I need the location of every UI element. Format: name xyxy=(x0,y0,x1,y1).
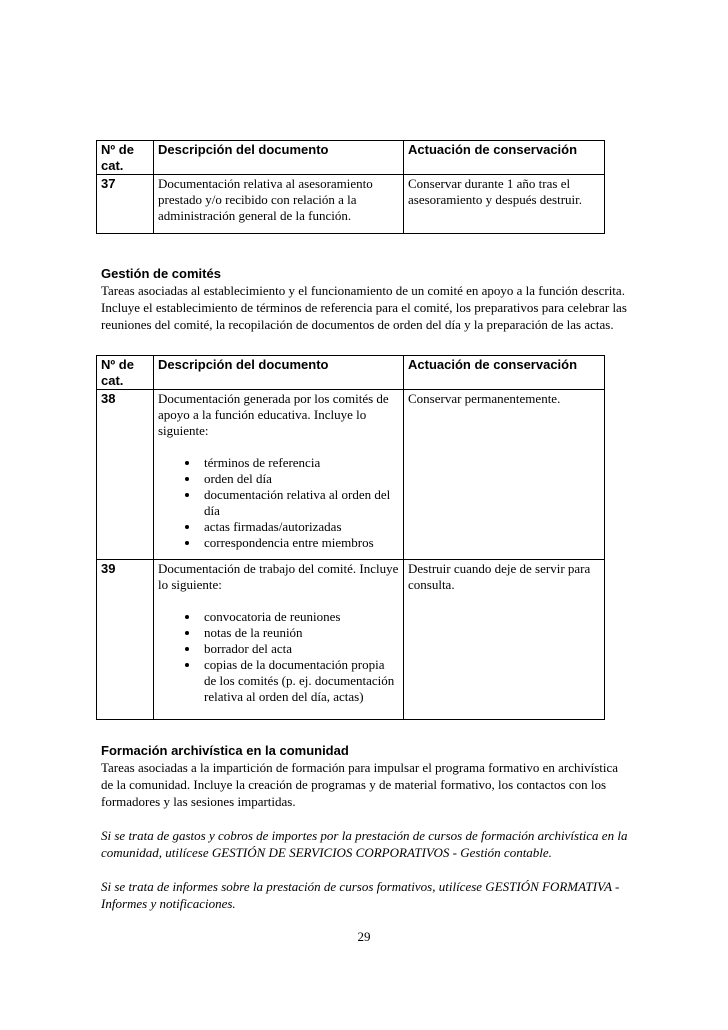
row-description-text: Documentación de trabajo del comité. Incluye lo siguiente: xyxy=(158,561,399,592)
row-num: 37 xyxy=(97,175,154,234)
retention-table-2 xyxy=(96,355,605,720)
list-item: • orden del día xyxy=(200,471,399,487)
row-description xyxy=(154,560,404,720)
list-item: • términos de referencia xyxy=(200,455,399,471)
section-committees xyxy=(101,265,631,333)
list-item: • documentación relativa al orden del día xyxy=(200,487,399,519)
row-action: Conservar durante 1 año tras el asesoramiento y después destruir. xyxy=(404,175,605,234)
section-heading: Formación archivística en la comunidad xyxy=(101,743,349,758)
header-num: Nº de cat. xyxy=(97,141,154,175)
cross-reference-note: Si se trata de gastos y cobros de importes por la prestación de cursos de formación archivística en la comunidad, utilícese GESTIÓN DE SERVICIOS CORPORATIVOS - Gestión contable. xyxy=(101,828,628,860)
header-action: Actuación de conservación xyxy=(404,356,605,390)
section-archival-training xyxy=(101,742,631,912)
header-action: Actuación de conservación xyxy=(404,141,605,175)
list-item: • correspondencia entre miembros xyxy=(200,535,399,551)
row-description: Documentación relativa al asesoramiento prestado y/o recibido con relación a la administración general de la función. xyxy=(154,175,404,234)
row-num: 38 xyxy=(97,390,154,560)
list-item: • actas firmadas/autorizadas xyxy=(200,519,399,535)
section-heading: Gestión de comités xyxy=(101,266,221,281)
list-item: • notas de la reunión xyxy=(200,625,399,641)
retention-table-1 xyxy=(96,140,605,234)
table-row xyxy=(97,560,605,720)
list-item: • borrador del acta xyxy=(200,641,399,657)
section-text: Tareas asociadas al establecimiento y el funcionamiento de un comité en apoyo a la función descrita. Incluye el establecimiento de términos de referencia para el comité, los preparativos para celebrar las reuniones del comité, la recopilación de documentos de orden del día y la preparación de las actas. xyxy=(101,283,627,332)
row-action: Destruir cuando deje de servir para consulta. xyxy=(404,560,605,720)
list-item: • convocatoria de reuniones xyxy=(200,609,399,625)
header-description: Descripción del documento xyxy=(154,356,404,390)
section-text: Tareas asociadas a la impartición de formación para impulsar el programa formativo en archivística de la comunidad. Incluye la creación de programas y de material formativo, los contactos con los formadores y las sesiones impartidas. xyxy=(101,760,619,809)
cross-reference-note: Si se trata de informes sobre la prestación de cursos formativos, utilícese GESTIÓN FORMATIVA - Informes y notificaciones. xyxy=(101,879,620,911)
list-item: • copias de la documentación propia de los comités (p. ej. documentación relativa al orden del día, actas) xyxy=(200,657,399,705)
header-num: Nº de cat. xyxy=(97,356,154,390)
header-description: Descripción del documento xyxy=(154,141,404,175)
bullet-list xyxy=(158,455,399,551)
page-number: 29 xyxy=(357,929,371,944)
row-description xyxy=(154,390,404,560)
table-header-row xyxy=(97,356,605,390)
table-row xyxy=(97,390,605,560)
bullet-list xyxy=(158,609,399,705)
table-header-row xyxy=(97,141,605,175)
row-num: 39 xyxy=(97,560,154,720)
table-row xyxy=(97,175,605,234)
row-action: Conservar permanentemente. xyxy=(404,390,605,560)
row-description-text: Documentación generada por los comités de apoyo a la función educativa. Incluye lo siguiente: xyxy=(158,391,389,438)
